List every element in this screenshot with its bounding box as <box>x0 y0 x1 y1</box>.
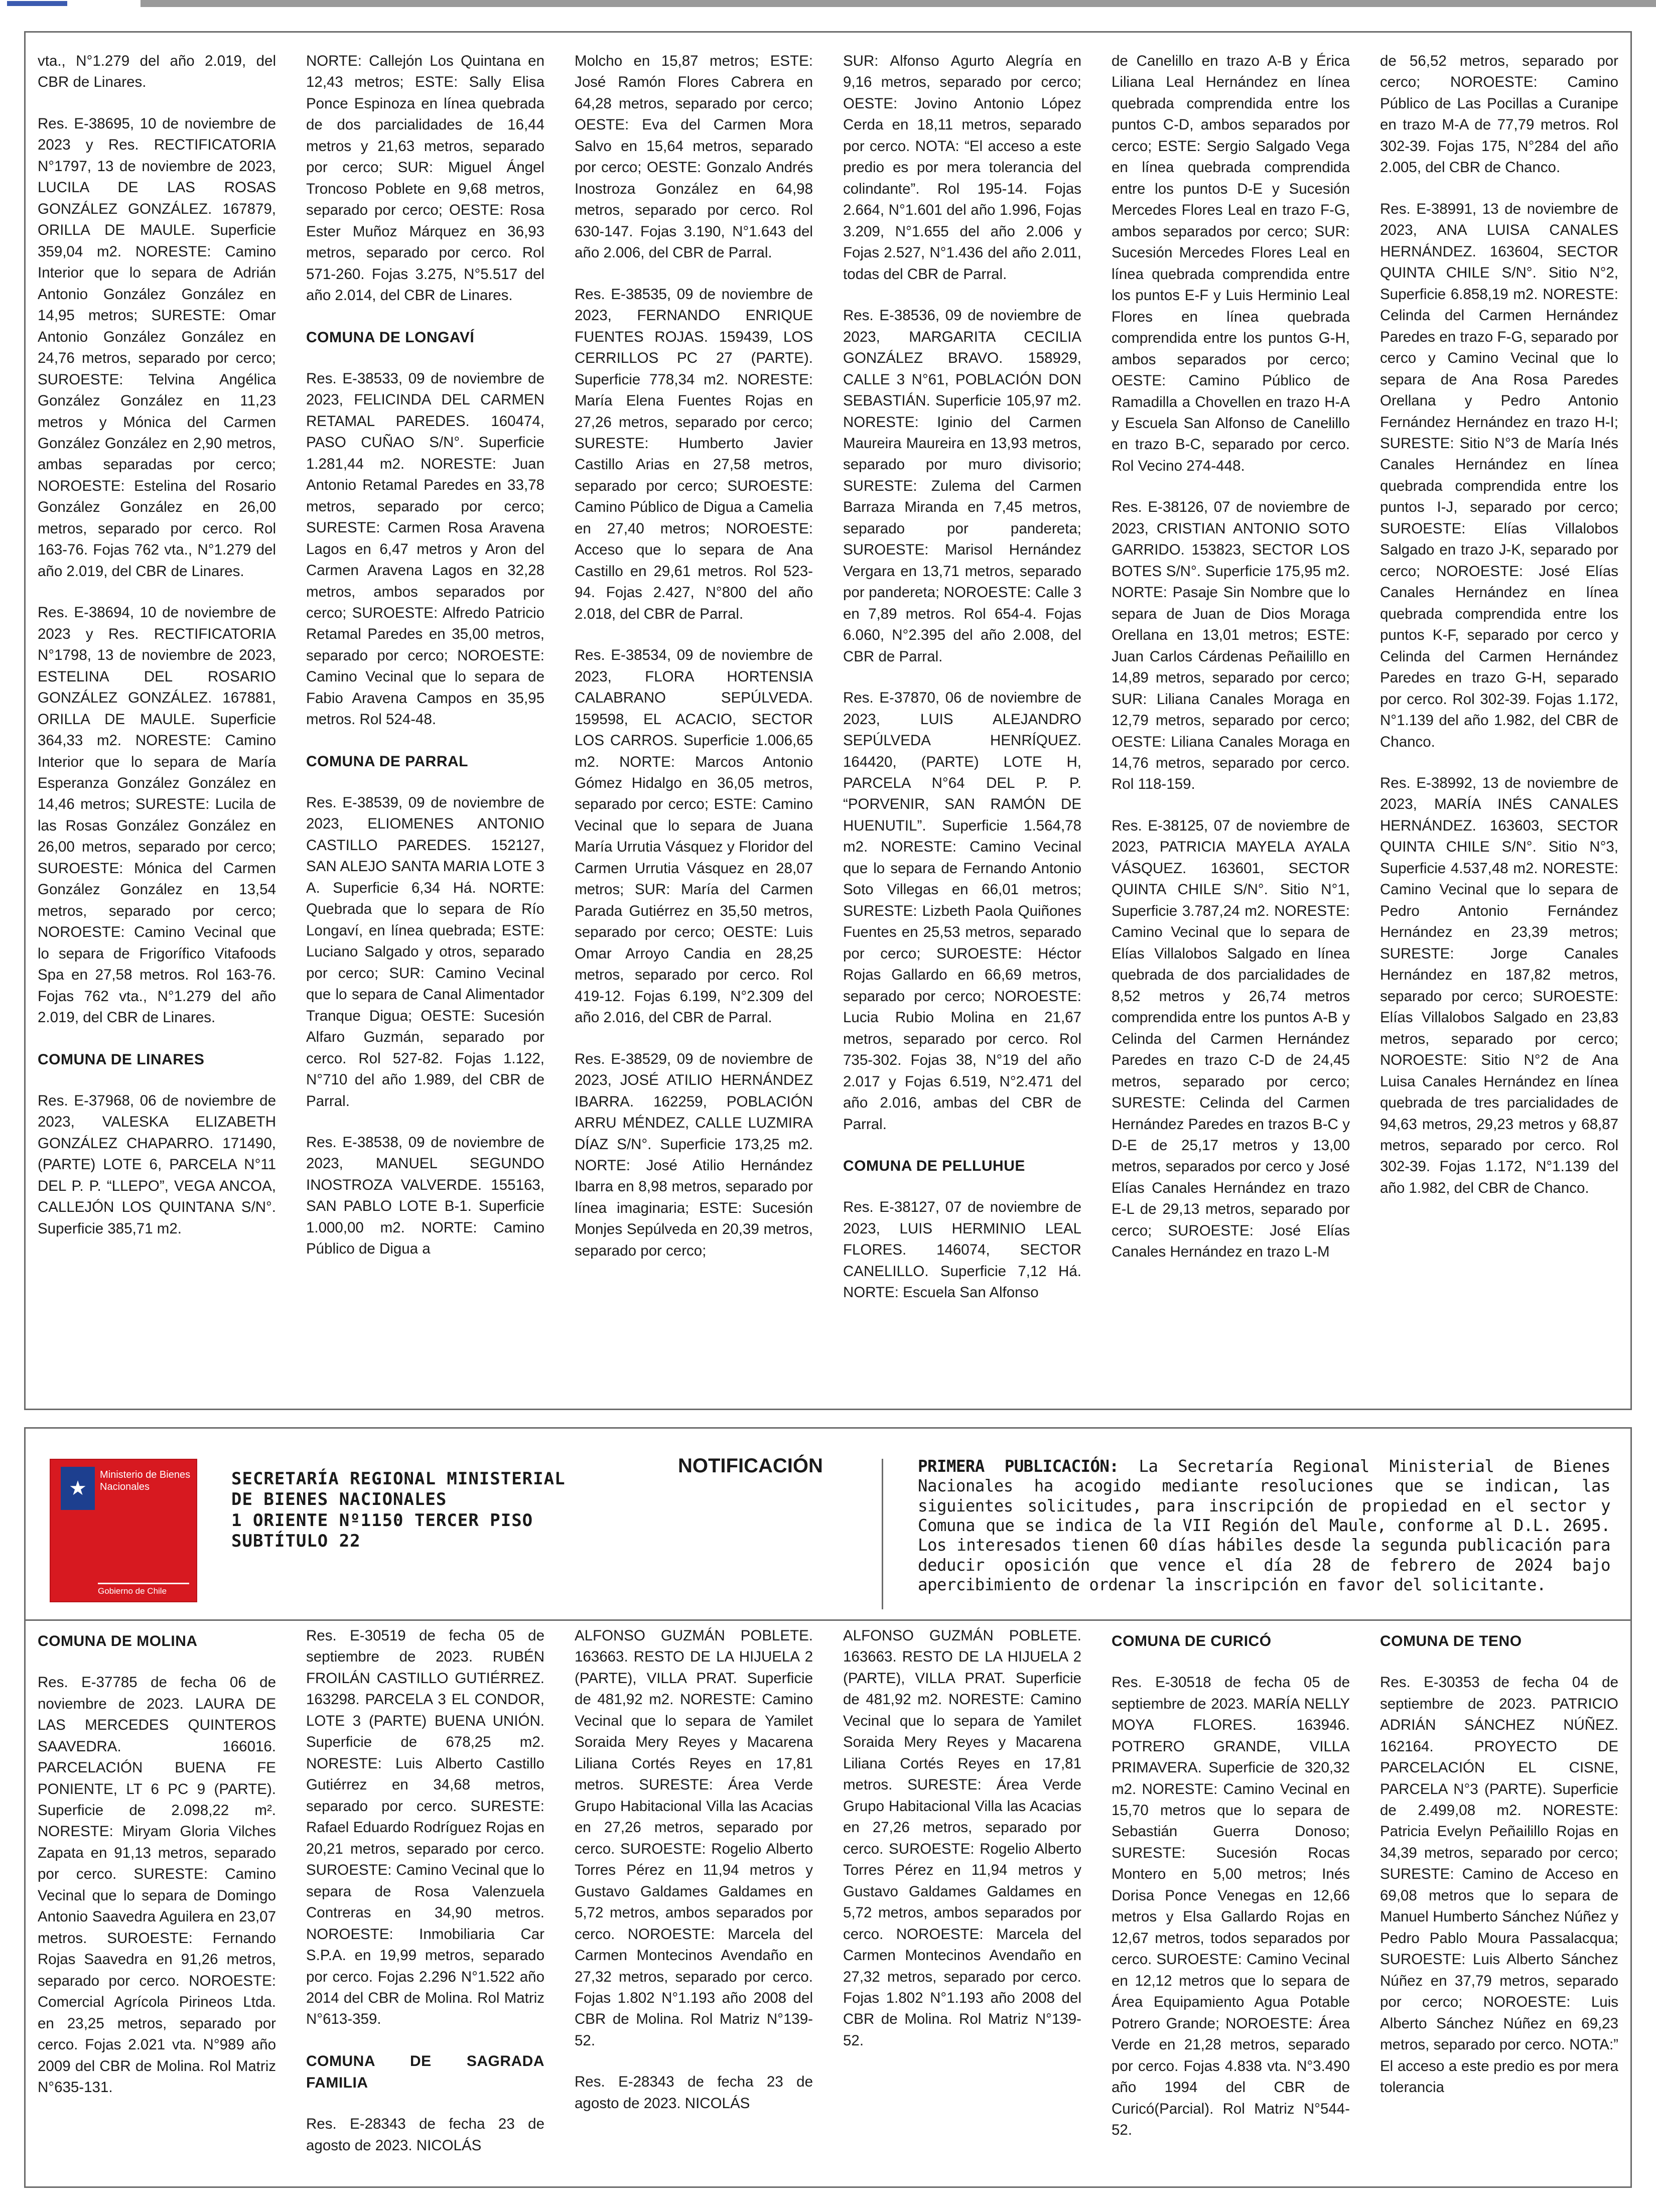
comuna-heading: COMUNA DE PELLUHUE <box>843 1157 1025 1174</box>
logo-divider <box>98 1583 189 1584</box>
secretaria-line: SECRETARÍA REGIONAL MINISTERIAL <box>231 1469 566 1489</box>
text-column <box>38 1625 276 2176</box>
text-column <box>843 51 1081 1399</box>
star-icon: ★ <box>61 1467 95 1510</box>
notification-block <box>24 1427 1632 2188</box>
resolution-entry: Res. E-30353 de fecha 04 de septiembre de 2023. PATRICIO ADRIÁN SÁNCHEZ NÚÑEZ. 162164. PROYECTO DE PARCELACIÓN EL CISNE, PARCELA N°3 (PARTE). Superficie de 2.499,08 m2. NORESTE: Patricia Evelyn Peñailillo Rojas en 34,39 metros, separado por cerco; SURESTE: Camino de Acceso en 69,08 metros que lo separa de Manuel Humberto Sánchez Núñez y Pedro Pablo Moura Passalacqua; SUROESTE: Luis Alberto Sánchez Núñez en 37,79 metros, separado por cerco; NOROESTE: Luis Alberto Sánchez Núñez en 69,23 metros, separado por cerco. NOTA:” El acceso a este predio es por mera tolerancia <box>1380 1674 1618 2096</box>
text-column <box>575 51 813 1399</box>
top-header-bar <box>0 0 1656 7</box>
text-column <box>1380 51 1618 1399</box>
text-column <box>306 1625 544 2176</box>
resolution-entry: Res. E-38533, 09 de noviembre de 2023, FELICINDA DEL CARMEN RETAMAL PAREDES. 160474, PASO CUÑAO S/N°. Superficie 1.281,44 m2. NORESTE: Juan Antonio Retamal Paredes en 33,78 metros, separado por cerco; SURESTE: Carmen Rosa Aravena Lagos en 6,47 metros y Aron del Carmen Aravena Lagos en 32,28 metros, ambos separados por cerco; SUROESTE: Alfredo Patricio Retamal Paredes en 35,00 metros, separado por cerco; NOROESTE: Camino Vecinal que lo separa de Fabio Aravena Campos en 35,95 metros. Rol 524-48. <box>306 370 544 728</box>
text-column <box>1112 51 1350 1399</box>
text-column <box>575 1625 813 2176</box>
comuna-heading: COMUNA DE LONGAVÍ <box>306 329 475 346</box>
resolution-entry: Res. E-38536, 09 de noviembre de 2023, MARGARITA CECILIA GONZÁLEZ BRAVO. 158929, CALLE 3 N°61, POBLACIÓN DON SEBASTIÁN. Superficie 105,97 m2. NORESTE: Iginio del Carmen Maureira Maureira en 13,93 metros, separado por muro divisorio; SURESTE: Zulema del Carmen Barraza Miranda en 7,45 metros, separado por pandereta; SUROESTE: Marisol Hernández Vergara en 13,71 metros, separado por pandereta; NOROESTE: Calle 3 en 7,89 metros. Rol 654-4. Fojas 6.060, N°2.395 del año 2.008, del CBR de Parral. <box>843 307 1081 665</box>
newspaper-logo-mark <box>7 1 67 6</box>
resolution-entry: Res. E-38534, 09 de noviembre de 2023, FLORA HORTENSIA CALABRANO SEPÚLVEDA. 159598, EL ACACIO, SECTOR LOS CARROS. Superficie 1.006,65 m2. NORTE: Marcos Antonio Gómez Hidalgo en 36,05 metros, separado por cerco; ESTE: Camino Vecinal que lo separa de Juana María Urrutia Vásquez y Floridor del Carmen Urrutia Vásquez en 28,07 metros; SUR: María del Carmen Parada Gutiérrez en 35,50 metros, separado por cerco; OESTE: Luis Omar Arroyo Candia en 28,25 metros, separado por cerco. Rol 419-12. Fojas 6.199, N°2.309 del año 2.016, del CBR de Parral. <box>575 647 813 1026</box>
resolution-entry: ALFONSO GUZMÁN POBLETE. 163663. RESTO DE LA HIJUELA 2 (PARTE), VILLA PRAT. Superficie de 481,92 m2. NORESTE: Camino Vecinal que lo separa de Yamilet Soraida Mery Reyes y Macarena Liliana Cortés Reyes en 17,81 metros. SURESTE: Área Verde Grupo Habitacional Villa las Acacias en 27,26 metros, separado por cerco. SUROESTE: Rogelio Alberto Torres Pérez en 11,94 metros y Gustavo Galdames Galdames en 5,72 metros, ambos separados por cerco. NOROESTE: Marcela del Carmen Montecinos Avendaño en 27,32 metros, separado por cerco. Fojas 1.802 N°1.193 año 2008 del CBR de Molina. Rol Matriz N°139-52. <box>575 1627 813 2049</box>
resolution-entry: Res. E-38538, 09 de noviembre de 2023, MANUEL SEGUNDO INOSTROZA VALVERDE. 155163, SAN PABLO LOTE B-1. Superficie 1.000,00 m2. NORTE: Camino Público de Digua a <box>306 1134 544 1258</box>
text-column <box>843 1625 1081 2176</box>
resolution-entry: de 56,52 metros, separado por cerco; NOROESTE: Camino Público de Las Pocillas a Curanipe en trazo M-A de 77,79 metros. Rol 302-39. Fojas 175, N°284 del año 2.005, del CBR de Chanco. <box>1380 53 1618 176</box>
secretaria-line: SUBTÍTULO 22 <box>231 1531 361 1552</box>
resolution-entry: NORTE: Callejón Los Quintana en 12,43 metros; ESTE: Sally Elisa Ponce Espinoza en línea quebrada de dos parcialidades de 16,44 metros y 21,63 metros, separado por cerco; SUR: Miguel Ángel Troncoso Poblete en 9,68 metros, separado por cerco; OESTE: Rosa Ester Muñoz Márquez en 36,93 metros, separado por cerco. Rol 571-260. Fojas 3.275, N°5.517 del año 2.014, del CBR de Linares. <box>306 53 544 304</box>
resolution-entry: Res. E-38126, 07 de noviembre de 2023, CRISTIAN ANTONIO SOTO GARRIDO. 153823, SECTOR LOS BOTES S/N°. Superficie 175,95 m2. NORTE: Pasaje Sin Nombre que lo separa de Juan de Dios Moraga Orellana en 13,01 metros; ESTE: Juan Carlos Cárdenas Peñailillo en 14,89 metros, separado por cerco; SUR: Liliana Canales Moraga en 12,79 metros, separado por cerco; OESTE: Liliana Canales Moraga en 14,76 metros, separado por cerco. Rol 118-159. <box>1112 499 1350 793</box>
ministry-logo <box>50 1459 197 1602</box>
resolution-entry: SUR: Alfonso Agurto Alegría en 9,16 metros, separado por cerco; OESTE: Jovino Antonio López Cerda en 18,11 metros, separado por cerco. NOTA: “El acceso a este predio es por mera tolerancia del colindante”. Rol 195-14. Fojas 2.664, N°1.601 del año 1.996, Fojas 3.209, N°1.655 del año 2.006 y Fojas 2.527, N°1.436 del año 2.011, todas del CBR de Parral. <box>843 53 1081 283</box>
primera-text: La Secretaría Regional Ministerial de Bienes Nacionales ha acogido mediante resoluciones que se indican, las siguientes solicitudes, para inscripción de propiedad en el sector y Comuna que se indica de la VII Región del Maule, conforme al D.L. 2695. Los interesados tienen 60 días hábiles desde la segunda publicación para deducir oposición que vence el día 28 de febrero de 2024 bajo apercibimiento de ordenar la inscripción en favor del solicitante. <box>918 1457 1610 1594</box>
newspaper-logo <box>0 0 141 7</box>
resolution-entry: Res. E-37785 de fecha 06 de noviembre de 2023. LAURA DE LAS MERCEDES QUINTEROS SAAVEDRA. 166016. PARCELACIÓN BUENA FE PONIENTE, LT 6 PC 9 (PARTE). Superficie de 2.098,22 m². NORESTE: Miryam Gloria Vilches Zapata en 91,13 metros, separado por cerco. SURESTE: Camino Vecinal que lo separa de Domingo Antonio Saavedra Aguilera en 23,07 metros. SUROESTE: Fernando Rojas Saavedra en 91,26 metros, separado por cerco. NOROESTE: Comercial Agrícola Pirineos Ltda. en 23,25 metros, separado por cerco. Fojas 2.021 vta. N°989 año 2009 del CBR de Molina. Rol Matriz N°635-131. <box>38 1674 276 2096</box>
resolution-entry: Res. E-30519 de fecha 05 de septiembre de 2023. RUBÉN FROILÁN CASTILLO GUTIÉRREZ. 163298. PARCELA 3 EL CONDOR, LOTE 3 (PARTE) BUENA UNIÓN. Superficie de 678,25 m2. NORESTE: Luis Alberto Castillo Gutiérrez en 34,68 metros, separado por cerco. SURESTE: Rafael Eduardo Rodríguez Rojas en 20,21 metros, separado por cerco. SUROESTE: Camino Vecinal que lo separa de Rosa Valenzuela Contreras en 34,90 metros. NOROESTE: Inmobiliaria Car S.P.A. en 19,99 metros, separado por cerco. Fojas 2.296 N°1.522 año 2014 del CBR de Molina. Rol Matriz N°613-359. <box>306 1627 544 2028</box>
resolution-entry: Res. E-38127, 07 de noviembre de 2023, LUIS HERMINIO LEAL FLORES. 146074, SECTOR CANELILLO. Superficie 7,12 Há. NORTE: Escuela San Alfonso <box>843 1199 1081 1301</box>
comuna-heading: COMUNA DE LINARES <box>38 1051 205 1068</box>
resolution-entry: ALFONSO GUZMÁN POBLETE. 163663. RESTO DE LA HIJUELA 2 (PARTE), VILLA PRAT. Superficie de 481,92 m2. NORESTE: Camino Vecinal que lo separa de Yamilet Soraida Mery Reyes y Macarena Liliana Cortés Reyes en 17,81 metros. SURESTE: Área Verde Grupo Habitacional Villa las Acacias en 27,26 metros, separado por cerco. SUROESTE: Rogelio Alberto Torres Pérez en 11,94 metros y Gustavo Galdames Galdames en 5,72 metros, ambos separados por cerco. NOROESTE: Marcela del Carmen Montecinos Avendaño en 27,32 metros, separado por cerco. Fojas 1.802 N°1.193 año 2008 del CBR de Molina. Rol Matriz N°139-52. <box>843 1627 1081 2049</box>
resolution-entry: Res. E-38535, 09 de noviembre de 2023, FERNANDO ENRIQUE FUENTES ROJAS. 159439, LOS CERRILLOS PC 27 (PARTE). Superficie 778,34 m2. NORESTE: María Elena Fuentes Rojas en 27,26 metros, separado por cerco; SURESTE: Humberto Javier Castillo Arias en 27,58 metros, separado por cerco; SUROESTE: Camino Público de Digua a Camelia en 27,40 metros; NOROESTE: Acceso que lo separa de Ana Castillo en 29,61 metros. Rol 523-94. Fojas 2.427, N°800 del año 2.018, del CBR de Parral. <box>575 286 813 622</box>
resolution-entry: Res. E-38992, 13 de noviembre de 2023, MARÍA INÉS CANALES HERNÁNDEZ. 163603, SECTOR QUINTA CHILE S/N°. Sitio N°3, Superficie 4.537,48 m2. NORESTE: Camino Vecinal que lo separa de Pedro Antonio Fernández Hernández en 23,39 metros; SURESTE: Jorge Canales Hernández en 187,82 metros, separado por cerco; SUROESTE: Elías Villalobos Salgado en 23,83 metros, separado por cerco; NOROESTE: Sitio N°2 de Ana Luisa Canales Hernández en línea quebrada de tres parcialidades de 94,63 metros, 29,23 metros y 68,87 metros, separado por cerco. Rol 302-39. Fojas 1.172, N°1.139 del año 1.982, del CBR de Chanco. <box>1380 775 1618 1196</box>
comuna-heading: COMUNA DE CURICÓ <box>1112 1633 1272 1649</box>
primera-label: PRIMERA PUBLICACIÓN: <box>918 1457 1119 1476</box>
primera-publicacion <box>918 1457 1610 1595</box>
comuna-heading: COMUNA DE SAGRADA FAMILIA <box>306 2052 544 2092</box>
resolution-entry: Res. E-38991, 13 de noviembre de 2023, ANA LUISA CANALES HERNÁNDEZ. 163604, SECTOR QUINTA CHILE S/N°. Sitio N°2, Superficie 6.858,19 m2. NORESTE: Celinda del Carmen Hernández Paredes en trazo F-G, separado por cerco y Camino Vecinal que lo separa de Ana Rosa Paredes Orellana y Pedro Antonio Fernández Hernández en trazo H-I; SURESTE: Sitio N°3 de María Inés Canales Hernández en línea quebrada comprendida entre los puntos I-J, separado por cerco; SUROESTE: Elías Villalobos Salgado en trazo J-K, separado por cerco; NOROESTE: José Elías Canales Hernández en línea quebrada comprendida entre los puntos K-F, separado por cerco y Celinda del Carmen Hernández Paredes en trazo G-H, separado por cerco. Rol 302-39. Fojas 1.172, N°1.139 del año 1.982, del CBR de Chanco. <box>1380 200 1618 750</box>
bottom-columns <box>38 1625 1618 2176</box>
resolution-entry: Res. E-37968, 06 de noviembre de 2023, VALESKA ELIZABETH GONZÁLEZ CHAPARRO. 171490, (PARTE) LOTE 6, PARCELA N°11 DEL P. P. “LLEPO”, VEGA ANCOA, CALLEJÓN LOS QUINTANA S/N°. Superficie 385,71 m2. <box>38 1092 276 1237</box>
resolution-entry: Res. E-38529, 09 de noviembre de 2023, JOSÉ ATILIO HERNÁNDEZ IBARRA. 162259, POBLACIÓN ARRU MÉNDEZ, CALLE LUZMIRA DÍAZ S/N°. Superficie 173,25 m2. NORTE: José Atilio Hernández Ibarra en 8,98 metros, separado por línea imaginaria; ESTE: Sucesión Monjes Sepúlveda en 20,39 metros, separado por cerco; <box>575 1050 813 1259</box>
top-columns <box>38 51 1618 1399</box>
resolution-entry: Res. E-38539, 09 de noviembre de 2023, ELIOMENES ANTONIO CASTILLO PAREDES. 152127, SAN ALEJO SANTA MARIA LOTE 3 A. Superficie 6,34 Há. NORTE: Quebrada que lo separa de Río Longaví, en línea quebrada; ESTE: Luciano Salgado y otros, separado por cerco; SUR: Camino Vecinal que lo separa de Canal Alimentador Tranque Digua; OESTE: Sucesión Alfaro Guzmán, separado por cerco. Rol 527-82. Fojas 1.122, N°710 del año 1.989, del CBR de Parral. <box>306 794 544 1110</box>
resolution-entry: Res. E-37870, 06 de noviembre de 2023, LUIS ALEJANDRO SEPÚLVEDA HENRÍQUEZ. 164420, (PARTE) LOTE H, PARCELA N°64 DEL P. P. “PORVENIR, SAN RAMÓN DE HUENUTIL”. Superficie 1.564,78 m2. NORESTE: Camino Vecinal que lo separa de Fernando Antonio Soto Villegas en 66,01 metros; SURESTE: Lizbeth Paola Quiñones Fuentes en 25,53 metros, separado por cerco; SUROESTE: Héctor Rojas Gallardo en 66,69 metros, separado por cerco; NOROESTE: Lucia Rubio Molina en 21,67 metros, separado por cerco. Rol 735-302. Fojas 38, N°19 del año 2.017 y Fojas 6.519, N°2.471 del año 2.016, ambas del CBR de Parral. <box>843 689 1081 1133</box>
notices-continued-block <box>24 31 1632 1410</box>
logo-gob-text: Gobierno de Chile <box>98 1586 167 1596</box>
notification-title: NOTIFICACIÓN <box>678 1455 823 1477</box>
text-column <box>1380 1625 1618 2176</box>
resolution-entry: Res. E-38125, 07 de noviembre de 2023, PATRICIA MAYELA AYALA VÁSQUEZ. 163601, SECTOR QUINTA CHILE S/N°. Sitio N°1, Superficie 3.787,24 m2. NORESTE: Camino Vecinal que lo separa de Elías Villalobos Salgado en línea quebrada de dos parcialidades de 8,52 metros y 26,74 metros comprendida entre los puntos A-B y Celinda del Carmen Hernández Paredes en trazo C-D de 24,45 metros, separado por cerco; SURESTE: Celinda del Carmen Hernández Paredes en trazos B-C y D-E de 25,17 metros y 13,00 metros, separados por cerco y José Elías Canales Hernández en trazo E-L de 29,13 metros, separado por cerco; SUROESTE: José Elías Canales Hernández en trazo L-M <box>1112 817 1350 1261</box>
resolution-entry: Res. E-38695, 10 de noviembre de 2023 y Res. RECTIFICATORIA N°1797, 13 de noviembre de 2023, LUCILA DE LAS ROSAS GONZÁLEZ GONZÁLEZ. 167879, ORILLA DE MAULE. Superficie 359,04 m2. NORESTE: Camino Interior que lo separa de Adrián Antonio González González en 14,95 metros; SURESTE: Omar Antonio González González en 24,76 metros, separado por cerco; SUROESTE: Telvina Angélica González González en 11,23 metros y Mónica del Carmen González González en 2,90 metros, ambas separadas por cerco; NOROESTE: Estelina del Rosario González González en 26,00 metros, separado por cerco. Rol 163-76. Fojas 762 vta., N°1.279 del año 2.019, del CBR de Linares. <box>38 115 276 580</box>
secretaria-address <box>231 1469 683 1552</box>
secretaria-line: DE BIENES NACIONALES <box>231 1489 447 1510</box>
notification-header <box>26 1429 1630 1621</box>
logo-ministry-text: Ministerio de Bienes Nacionales <box>100 1469 191 1492</box>
text-column <box>1112 1625 1350 2176</box>
resolution-entry: vta., N°1.279 del año 2.019, del CBR de Linares. <box>38 53 276 91</box>
resolution-entry: Res. E-30518 de fecha 05 de septiembre de 2023. MARÍA NELLY MOYA FLORES. 163946. POTRERO GRANDE, VILLA PRIMAVERA. Superficie de 320,32 m2. NORESTE: Camino Vecinal en 15,70 metros que lo separa de Sebastián Guerra Donoso; SURESTE: Sucesión Rocas Montero en 5,00 metros; Inés Dorisa Ponce Venegas en 12,66 metros y Elsa Gallardo Rojas en 12,67 metros, todos separados por cerco. SUROESTE: Camino Vecinal en 12,12 metros que lo separa de Área Equipamiento Agua Potable Potrero Grande; NOROESTE: Área Verde en 21,28 metros, separado por cerco. Fojas 4.838 vta. N°3.490 año 1994 del CBR de Curicó(Parcial). Rol Matriz N°544-52. <box>1112 1674 1350 2139</box>
comuna-heading: COMUNA DE MOLINA <box>38 1633 198 1649</box>
resolution-entry: Res. E-38694, 10 de noviembre de 2023 y Res. RECTIFICATORIA N°1798, 13 de noviembre de 2023, ESTELINA DEL ROSARIO GONZÁLEZ GONZÁLEZ. 167881, ORILLA DE MAULE. Superficie 364,33 m2. NORESTE: Camino Interior que lo separa de María Esperanza González González en 14,46 metros; SURESTE: Lucila de las Rosas González González en 26,00 metros, separado por cerco; SUROESTE: Mónica del Carmen González González en 13,54 metros, separado por cerco; NOROESTE: Camino Vecinal que lo separa de Frigorífico Vitafoods Spa en 27,58 metros. Rol 163-76. Fojas 762 vta., N°1.279 del año 2.019, del CBR de Linares. <box>38 604 276 1026</box>
comuna-heading: COMUNA DE PARRAL <box>306 753 468 770</box>
resolution-entry: Res. E-28343 de fecha 23 de agosto de 2023. NICOLÁS <box>575 2073 813 2112</box>
text-column <box>306 51 544 1399</box>
comuna-heading: COMUNA DE TENO <box>1380 1633 1522 1649</box>
resolution-entry: de Canelillo en trazo A-B y Érica Liliana Leal Hernández en línea quebrada comprendida entre los puntos C-D, ambos separados por cerco; ESTE: Sergio Salgado Vega en línea quebrada comprendida entre los puntos D-E y Sucesión Mercedes Flores Leal en trazo F-G, ambos separados por cerco; SUR: Sucesión Mercedes Flores Leal en línea quebrada comprendida entre los puntos E-F y Luis Herminio Leal Flores en línea quebrada comprendida entre los puntos G-H, ambos separados por cerco; OESTE: Camino Público de Ramadilla a Chovellen en trazo H-A y Escuela San Alfonso de Canelillo en trazo B-C, separado por cerco. Rol Vecino 274-448. <box>1112 53 1350 474</box>
resolution-entry: Molcho en 15,87 metros; ESTE: José Ramón Flores Cabrera en 64,28 metros, separado por cerco; OESTE: Eva del Carmen Mora Salvo en 15,64 metros, separado por cerco; OESTE: Gonzalo Andrés Inostroza González en 64,98 metros, separado por cerco. Rol 630-147. Fojas 3.190, N°1.643 del año 2.006, del CBR de Parral. <box>575 53 813 261</box>
secretaria-line: 1 ORIENTE Nº1150 TERCER PISO <box>231 1510 533 1531</box>
text-column <box>38 51 276 1399</box>
header-divider <box>882 1459 883 1609</box>
resolution-entry: Res. E-28343 de fecha 23 de agosto de 2023. NICOLÁS <box>306 2116 544 2154</box>
